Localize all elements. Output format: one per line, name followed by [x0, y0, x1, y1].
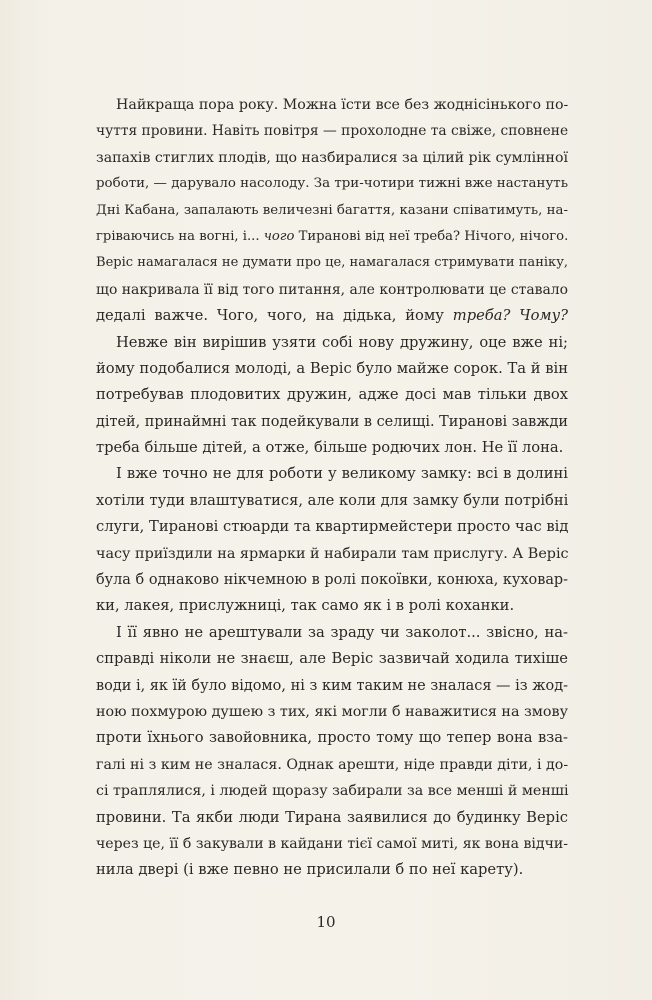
text-line: галі ні з ким не зналася. Однак арешти, ніде правди діти, і до- — [96, 756, 569, 773]
text-line: провини. Та якби люди Тирана заявилися до будинку Веріс — [96, 808, 568, 826]
text-line: запахів стиглих плодів, що назбиралися за цілий рік сумлінної — [96, 149, 568, 166]
text-line: Веріс намагалася не думати про це, намагалася стримувати паніку, — [96, 255, 568, 271]
text-line: чуття провини. Навіть повітря — прохолодне та свіже, сповнене — [96, 123, 569, 140]
page-number: 10 — [316, 913, 336, 931]
text-line: Невже він вирішив узяти собі нову дружину, оце вже ні; — [116, 333, 568, 351]
text-line: ною похмурою душею з тих, які могли б наважитися на змову — [96, 703, 568, 720]
text-line: ки, лакея, прислужниці, так само як і в ролі коханки. — [96, 597, 515, 615]
text-line: дедалі важче. Чого, чого, на дідька, йому треба? Чому? — [96, 307, 568, 325]
text-line: дітей, принаймні так подейкували в селищі. Тиранові завжди — [96, 413, 568, 430]
text-line: потребував плодовитих дружин, адже досі мав тільки двох — [96, 386, 568, 404]
text-line: роботи, — дарувало насолоду. За три-чотири тижні вже настануть — [96, 176, 568, 192]
text-line: І вже точно не для роботи у великому замку: всі в долині — [116, 465, 568, 483]
text-line: слуги, Тиранові стюарди та квартирмейстери просто час від — [96, 518, 569, 536]
text-line: нила двері (і вже певно не присилали б по неї карету). — [96, 861, 524, 879]
text-line: Найкраща пора року. Можна їсти все без жоднісінького по- — [116, 97, 569, 113]
text-line: води і, як їй було відомо, ні з ким таким не зналася — із жод- — [96, 677, 568, 694]
text-line: що накривала її від того питання, але контролювати це ставало — [96, 281, 568, 298]
text-line: часу приїздили на ярмарки й набирали там прислугу. А Веріс — [96, 545, 569, 562]
text-line: йому подобалися молоді, а Веріс було майже сорок. Та й він — [96, 359, 568, 377]
text-line: сі траплялися, і людей щоразу забирали за все менші й менші — [96, 783, 569, 800]
text-line: гріваючись на вогні, і... чого Тиранові від неї треба? Нічого, нічого. — [96, 228, 569, 244]
text-line: І її явно не арештували за зраду чи заколот... звісно, на- — [116, 623, 568, 641]
text-line: через це, її б закували в кайдани тієї самої миті, як вона відчи- — [96, 835, 568, 852]
text-line: була б однаково нікчемною в ролі покоївки, конюха, куховар- — [96, 572, 568, 589]
text-line: Дні Кабана, запалають величезні багаття, казани співатимуть, на- — [96, 202, 568, 218]
body-text — [96, 92, 568, 884]
text-line: справді ніколи не знаєш, але Веріс зазвичай ходила тихіше — [96, 650, 568, 668]
text-line: треба більше дітей, а отже, більше родючих лон. Не її лона. — [96, 439, 564, 457]
text-line: проти їхнього завойовника, просто тому що тепер вона вза- — [96, 729, 568, 747]
text-line: хотіли туди влаштуватися, але коли для замку були потрібні — [96, 491, 569, 509]
